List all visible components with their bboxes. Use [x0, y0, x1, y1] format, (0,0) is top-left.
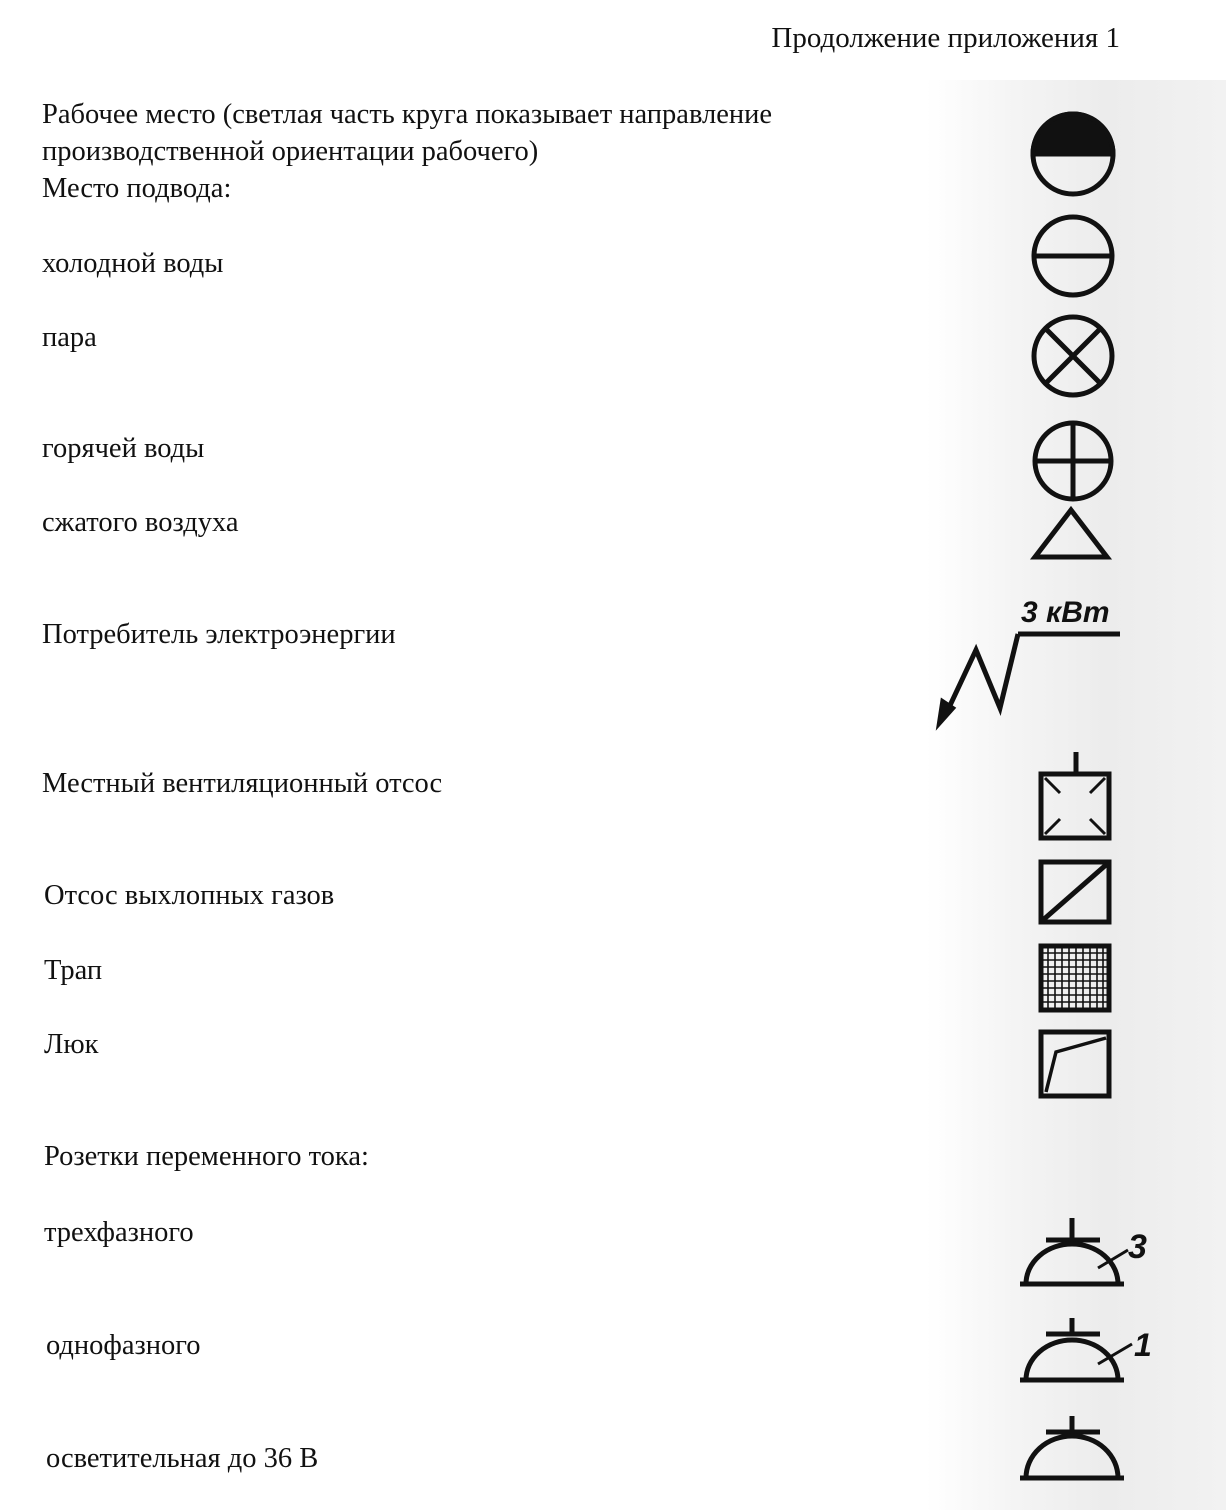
power-label: 3 кВт [1021, 596, 1110, 629]
label-hot-water: горячей воды [42, 433, 205, 464]
label-single-phase: однофазного [46, 1330, 201, 1361]
label-compressed-air: сжатого воздуха [42, 507, 239, 538]
diagonal-box-icon [1041, 862, 1109, 922]
label-ac-sockets: Розетки переменного тока: [44, 1141, 369, 1172]
hatch-box-icon [1041, 1032, 1109, 1096]
cross-circle-icon [1035, 423, 1111, 499]
horizontal-line-circle-icon [1034, 217, 1112, 295]
half-filled-circle-icon [1033, 114, 1113, 194]
socket-three-phase-icon [1020, 1218, 1128, 1284]
page-header: Продолжение приложения 1 [771, 22, 1120, 54]
three-phase-mark: 3 [1128, 1228, 1147, 1266]
label-steam: пара [42, 322, 97, 353]
label-power-consumer: Потребитель электроэнергии [42, 619, 396, 650]
grid-box-icon [1041, 946, 1109, 1010]
label-workplace-line1: Рабочее место (светлая часть круга показывает направление [42, 99, 773, 130]
triangle-icon [1035, 510, 1107, 557]
x-circle-icon [1034, 317, 1112, 395]
socket-single-phase-icon [1020, 1318, 1132, 1380]
local-exhaust-box-icon [1041, 752, 1109, 838]
label-workplace-line2: производственной ориентации рабочего) [42, 136, 539, 167]
lightning-power-icon [938, 634, 1120, 726]
socket-lighting-icon [1020, 1416, 1124, 1478]
single-phase-mark: 1 [1134, 1327, 1152, 1363]
label-lighting-36v: осветительная до 36 В [46, 1443, 319, 1474]
label-cold-water: холодной воды [42, 248, 224, 279]
label-supply-title: Место подвода: [42, 173, 232, 204]
label-hatch: Люк [44, 1029, 99, 1060]
label-local-exhaust: Местный вентиляционный отсос [42, 768, 443, 799]
label-ladder: Трап [44, 955, 103, 986]
label-three-phase: трехфазного [44, 1217, 194, 1248]
label-exhaust-gas: Отсос выхлопных газов [44, 880, 335, 911]
